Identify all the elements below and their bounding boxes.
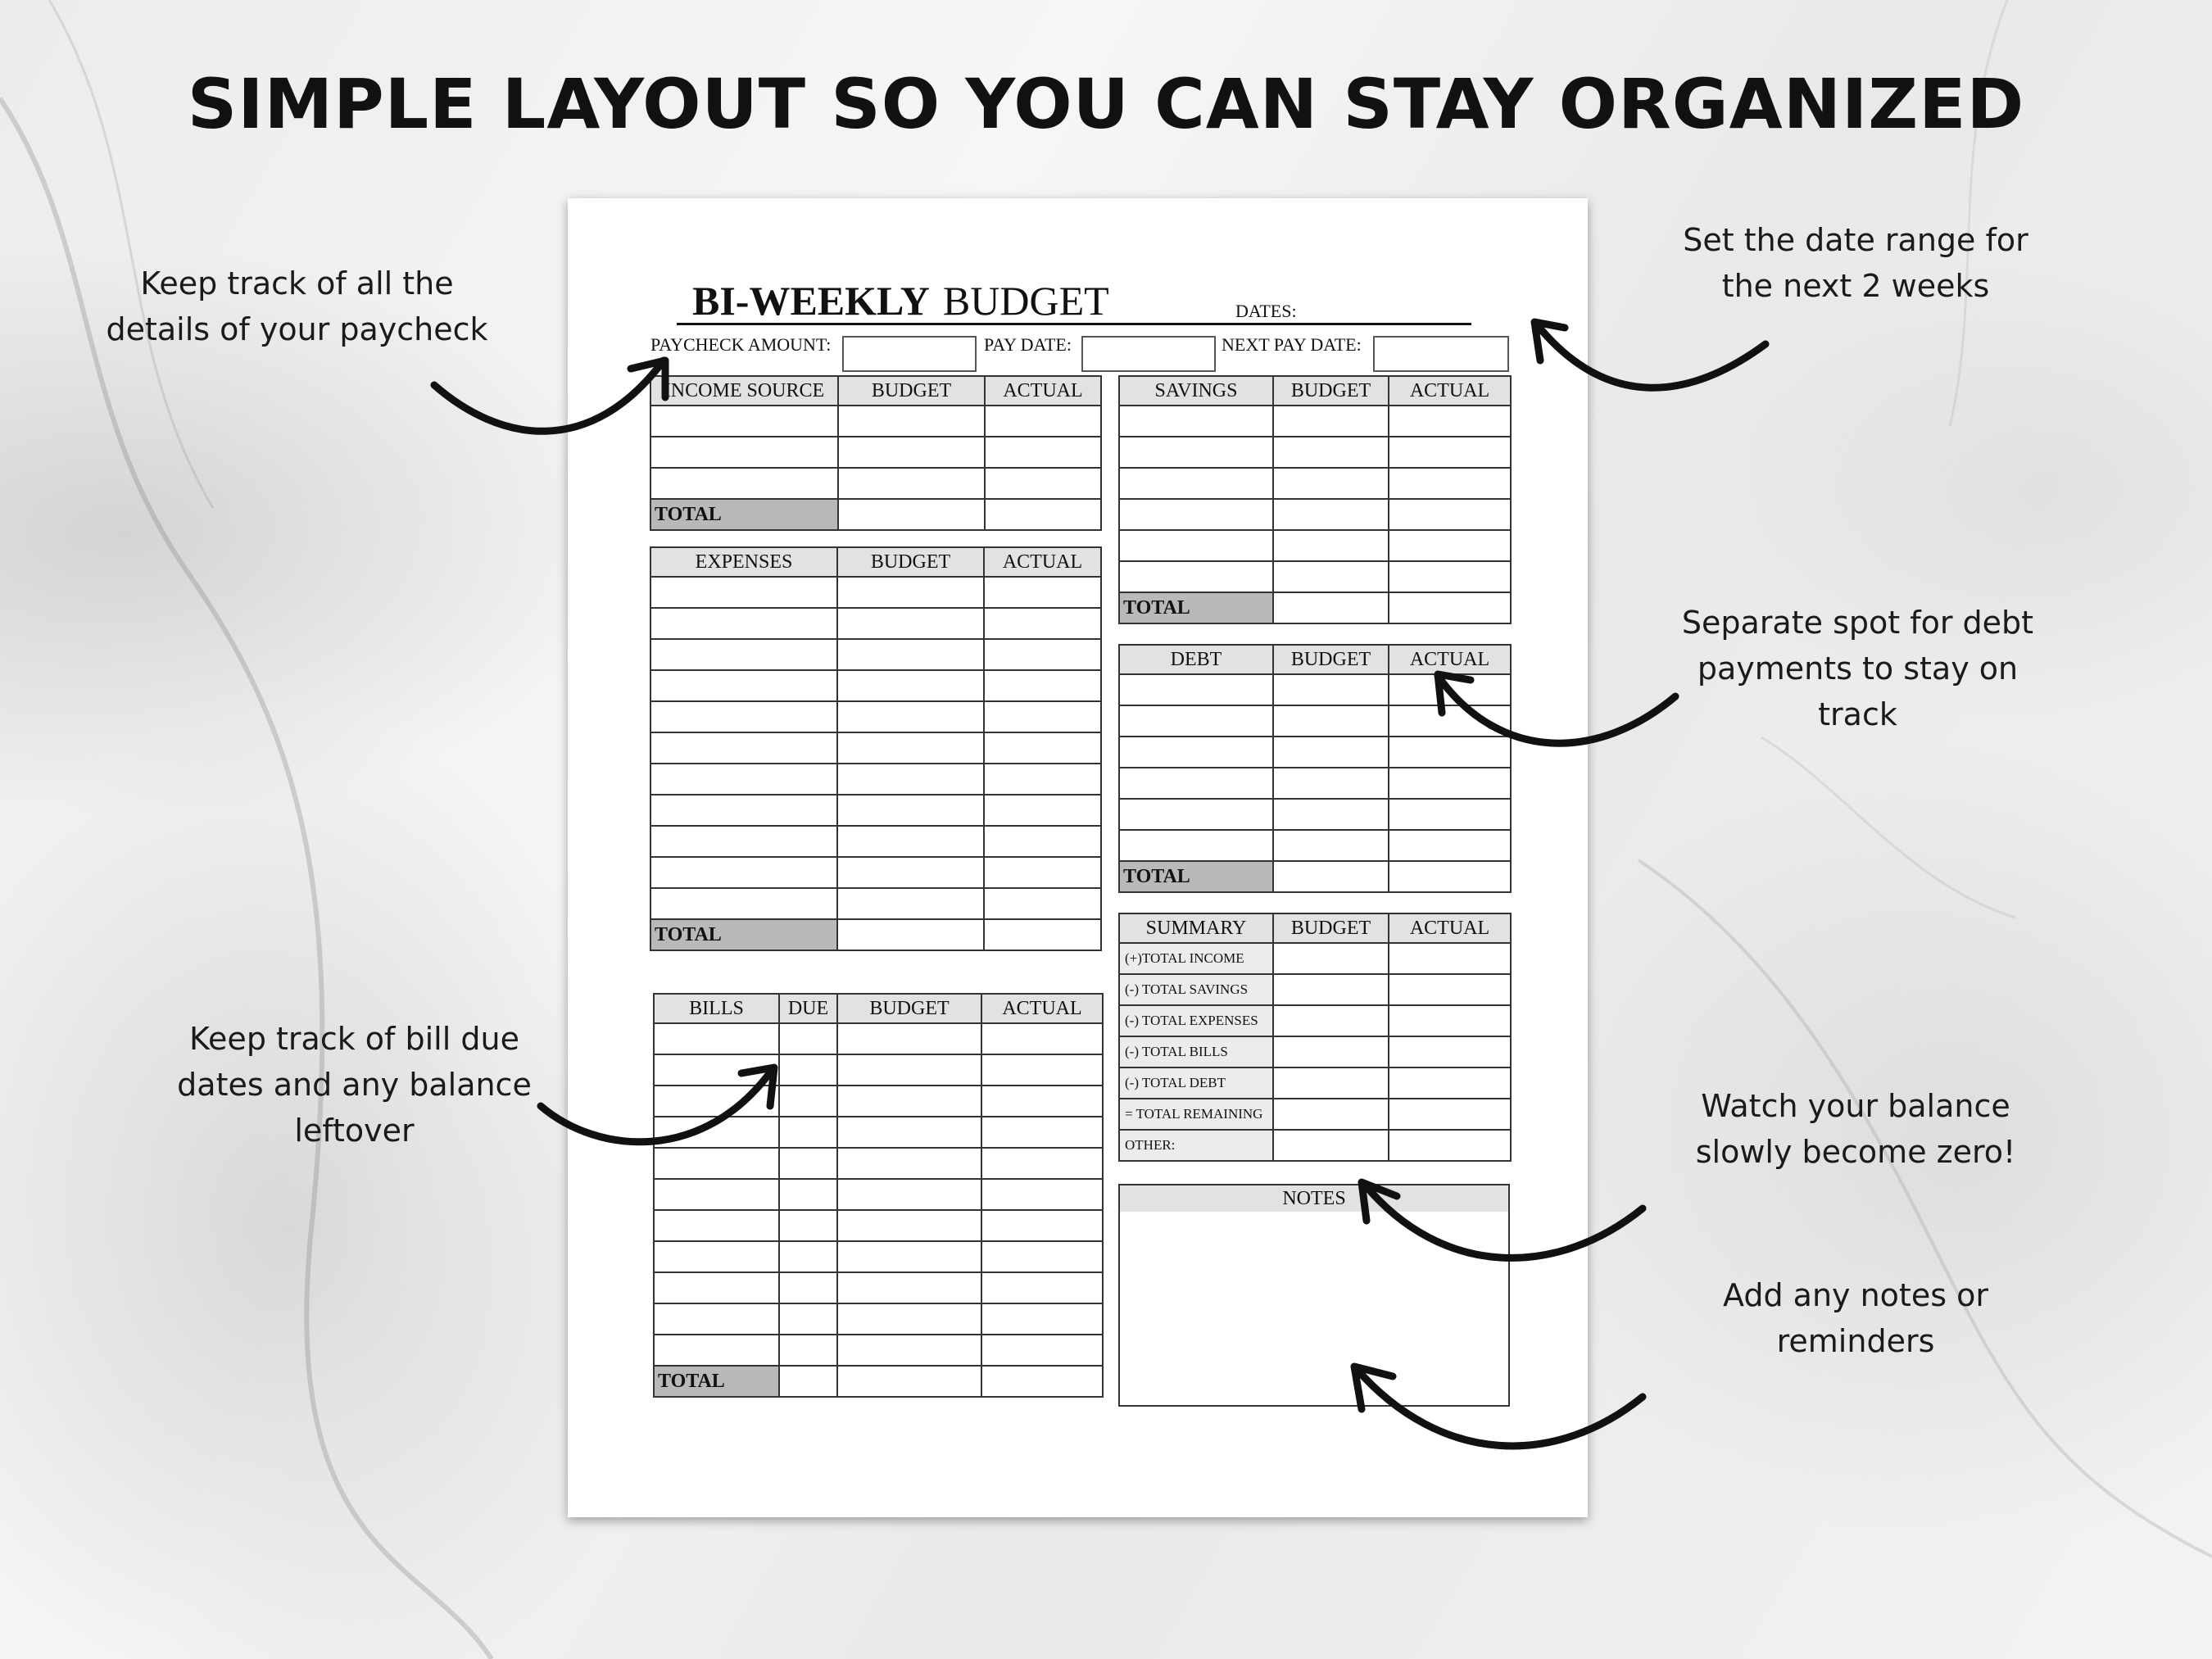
- arrow-to-notes: [1354, 1367, 1643, 1446]
- table-header-row: SUMMARY BUDGET ACTUAL: [1119, 913, 1511, 943]
- summary-row-total-income[interactable]: (+)TOTAL INCOME: [1119, 943, 1511, 974]
- summary-row-total-savings[interactable]: (-) TOTAL SAVINGS: [1119, 974, 1511, 1005]
- annotation-bills: Keep track of bill due dates and any balance leftover: [177, 1021, 532, 1149]
- notes-header: NOTES: [1118, 1184, 1510, 1213]
- pay-date-label: PAY DATE:: [984, 334, 1072, 355]
- summary-row-total-debt[interactable]: (-) TOTAL DEBT: [1119, 1067, 1511, 1099]
- next-pay-date-label: NEXT PAY DATE:: [1222, 334, 1362, 355]
- summary-row-other[interactable]: OTHER:: [1119, 1130, 1511, 1161]
- paycheck-amount-label: PAYCHECK AMOUNT:: [650, 334, 832, 355]
- annotation-notes: Add any notes or reminders: [1723, 1277, 1988, 1359]
- table-header-row: INCOME SOURCE BUDGET ACTUAL: [650, 376, 1101, 406]
- table-header-row: EXPENSES BUDGET ACTUAL: [650, 547, 1101, 577]
- sheet-title: BI-WEEKLY BUDGET: [692, 278, 1109, 324]
- table-header-row: SAVINGS BUDGET ACTUAL: [1119, 376, 1511, 406]
- total-row[interactable]: TOTAL: [1119, 592, 1511, 623]
- arrow-to-summary: [1362, 1182, 1643, 1258]
- total-row[interactable]: TOTAL: [654, 1366, 1103, 1397]
- total-row[interactable]: TOTAL: [650, 919, 1101, 950]
- arrow-to-bills: [541, 1067, 774, 1142]
- annotation-paycheck: Keep track of all the details of your paycheck: [106, 265, 488, 347]
- annotation-balance: Watch your balance slowly become zero!: [1695, 1088, 2016, 1170]
- table-header-row: DEBT BUDGET ACTUAL: [1119, 645, 1511, 674]
- arrow-to-dates: [1534, 322, 1766, 388]
- dates-label: DATES:: [1235, 301, 1297, 321]
- annotation-dates: Set the date range for the next 2 weeks: [1683, 222, 2028, 304]
- summary-row-total-expenses[interactable]: (-) TOTAL EXPENSES: [1119, 1005, 1511, 1036]
- arrow-to-paycheck: [434, 360, 665, 431]
- summary-row-total-remaining[interactable]: = TOTAL REMAINING: [1119, 1099, 1511, 1130]
- table-header-row: BILLS DUE BUDGET ACTUAL: [654, 994, 1103, 1023]
- arrow-to-debt: [1438, 674, 1675, 743]
- annotation-debt: Separate spot for debt payments to stay on track: [1681, 605, 2034, 732]
- headline: SIMPLE LAYOUT SO YOU CAN STAY ORGANIZED: [187, 64, 2025, 144]
- total-row[interactable]: TOTAL: [1119, 861, 1511, 892]
- summary-row-total-bills[interactable]: (-) TOTAL BILLS: [1119, 1036, 1511, 1067]
- total-row[interactable]: TOTAL: [650, 499, 1101, 530]
